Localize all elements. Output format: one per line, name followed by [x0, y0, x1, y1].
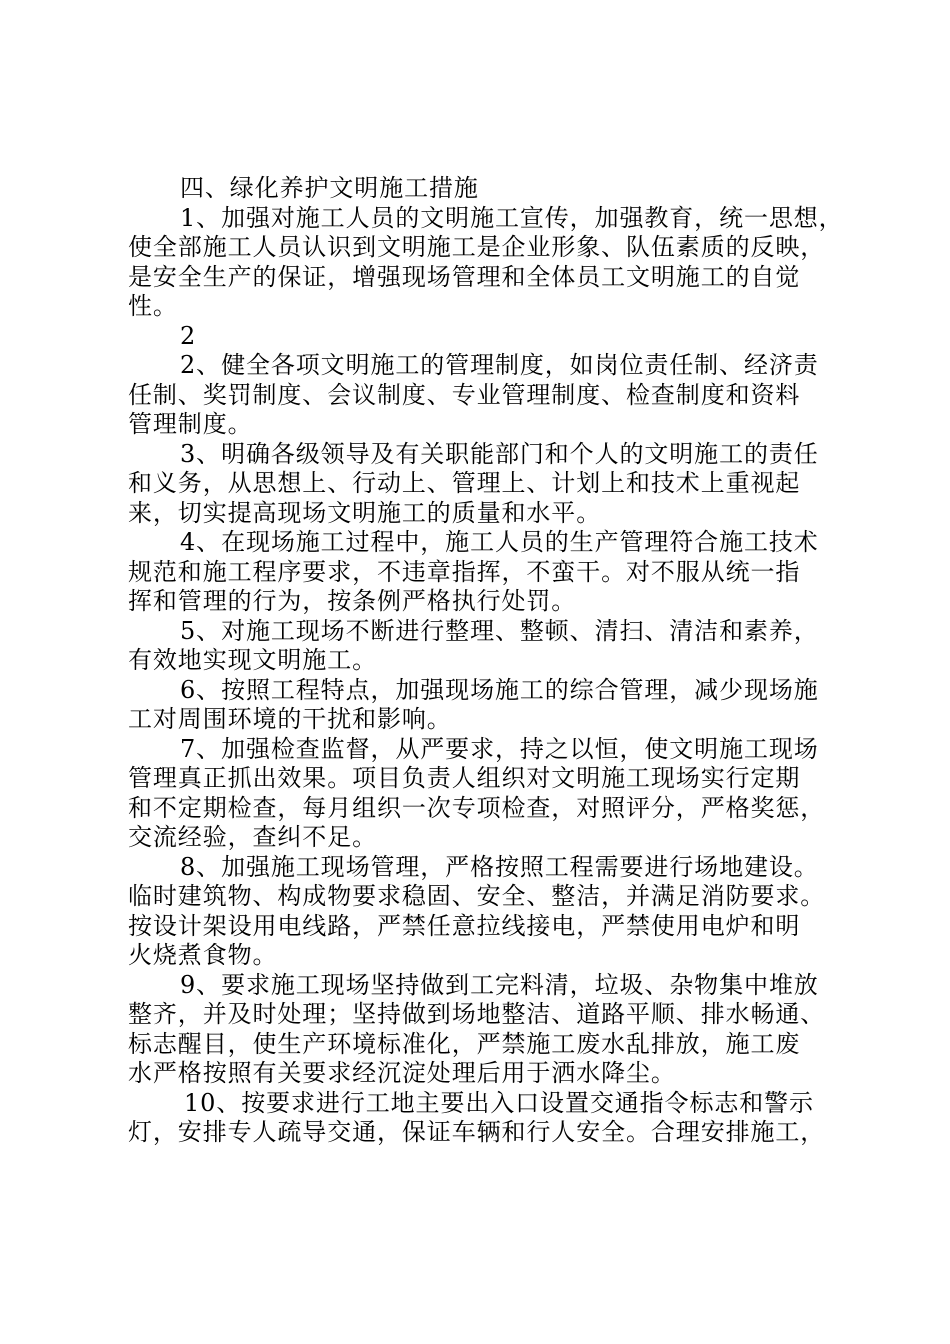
document-body: [128, 174, 844, 1148]
paragraph-8-line-1: 8、加强施工现场管理，严格按照工程需要进行场地建设。: [180, 852, 819, 881]
paragraph-2-line-3: 管理制度。: [128, 410, 253, 438]
paragraph-2-line-2: 任制、奖罚制度、会议制度、专业管理制度、检查制度和资料: [128, 380, 801, 409]
paragraph-1-line-4: 性。: [128, 292, 178, 320]
paragraph-3-line-1: 3、明确各级领导及有关职能部门和个人的文明施工的责任: [180, 439, 819, 468]
paragraph-8-line-2: 临时建筑物、构成物要求稳固、安全、整洁，并满足消防要求。: [128, 882, 826, 910]
paragraph-9-line-4: 水严格按照有关要求经沉淀处理后用于洒水降尘。: [128, 1059, 676, 1087]
paragraph-3-line-2: 和义务，从思想上、行动上、管理上、计划上和技术上重视起: [128, 469, 801, 497]
paragraph-7-line-2: 管理真正抓出效果。项目负责人组织对文明施工现场实行定期: [128, 764, 801, 792]
paragraph-9-line-1: 9、要求施工现场坚持做到工完料清，垃圾、杂物集中堆放: [180, 970, 819, 999]
paragraph-6-line-1: 6、按照工程特点，加强现场施工的综合管理，减少现场施: [180, 675, 819, 704]
paragraph-6-line-2: 工对周围环境的干扰和影响。: [128, 705, 452, 733]
paragraph-2-line-1: 2、健全各项文明施工的管理制度，如岗位责任制、经济责: [180, 351, 819, 379]
section-heading: 四、绿化养护文明施工措施: [180, 174, 479, 202]
paragraph-10-line-1: 10、按要求进行工地主要出入口设置交通指令标志和警示: [184, 1088, 814, 1117]
page-number-marker: 2: [180, 321, 197, 350]
paragraph-8-line-4: 火烧煮食物。: [128, 941, 278, 969]
paragraph-4-line-3: 挥和管理的行为，按条例严格执行处罚。: [128, 587, 577, 615]
paragraph-1-line-1: 1、加强对施工人员的文明施工宣传，加强教育，统一思想，: [180, 203, 844, 232]
paragraph-10-line-2: 灯，安排专人疏导交通，保证车辆和行人安全。合理安排施工，: [128, 1118, 826, 1146]
paragraph-1-line-2: 使全部施工人员认识到文明施工是企业形象、队伍素质的反映，: [128, 233, 826, 261]
paragraph-4-line-1: 4、在现场施工过程中，施工人员的生产管理符合施工技术: [180, 528, 819, 556]
paragraph-9-line-2: 整齐，并及时处理；坚持做到场地整洁、道路平顺、排水畅通、: [128, 1000, 826, 1028]
paragraph-5-line-1: 5、对施工现场不断进行整理、整顿、清扫、清洁和素养，: [180, 616, 819, 645]
paragraph-8-line-3: 按设计架设用电线路，严禁任意拉线接电，严禁使用电炉和明: [128, 911, 801, 940]
paragraph-5-line-2: 有效地实现文明施工。: [128, 646, 377, 674]
paragraph-1-line-3: 是安全生产的保证，增强现场管理和全体员工文明施工的自觉: [128, 262, 801, 291]
paragraph-7-line-3: 和不定期检查，每月组织一次专项检查，对照评分，严格奖惩，: [128, 793, 826, 822]
paragraph-9-line-3: 标志醒目，使生产环境标准化，严禁施工废水乱排放，施工废: [128, 1029, 801, 1058]
paragraph-7-line-1: 7、加强检查监督，从严要求，持之以恒，使文明施工现场: [180, 734, 819, 763]
paragraph-3-line-3: 来，切实提高现场文明施工的质量和水平。: [128, 498, 602, 527]
paragraph-7-line-4: 交流经验，查纠不足。: [128, 823, 377, 851]
paragraph-4-line-2: 规范和施工程序要求，不违章指挥，不蛮干。对不服从统一指: [128, 557, 801, 586]
